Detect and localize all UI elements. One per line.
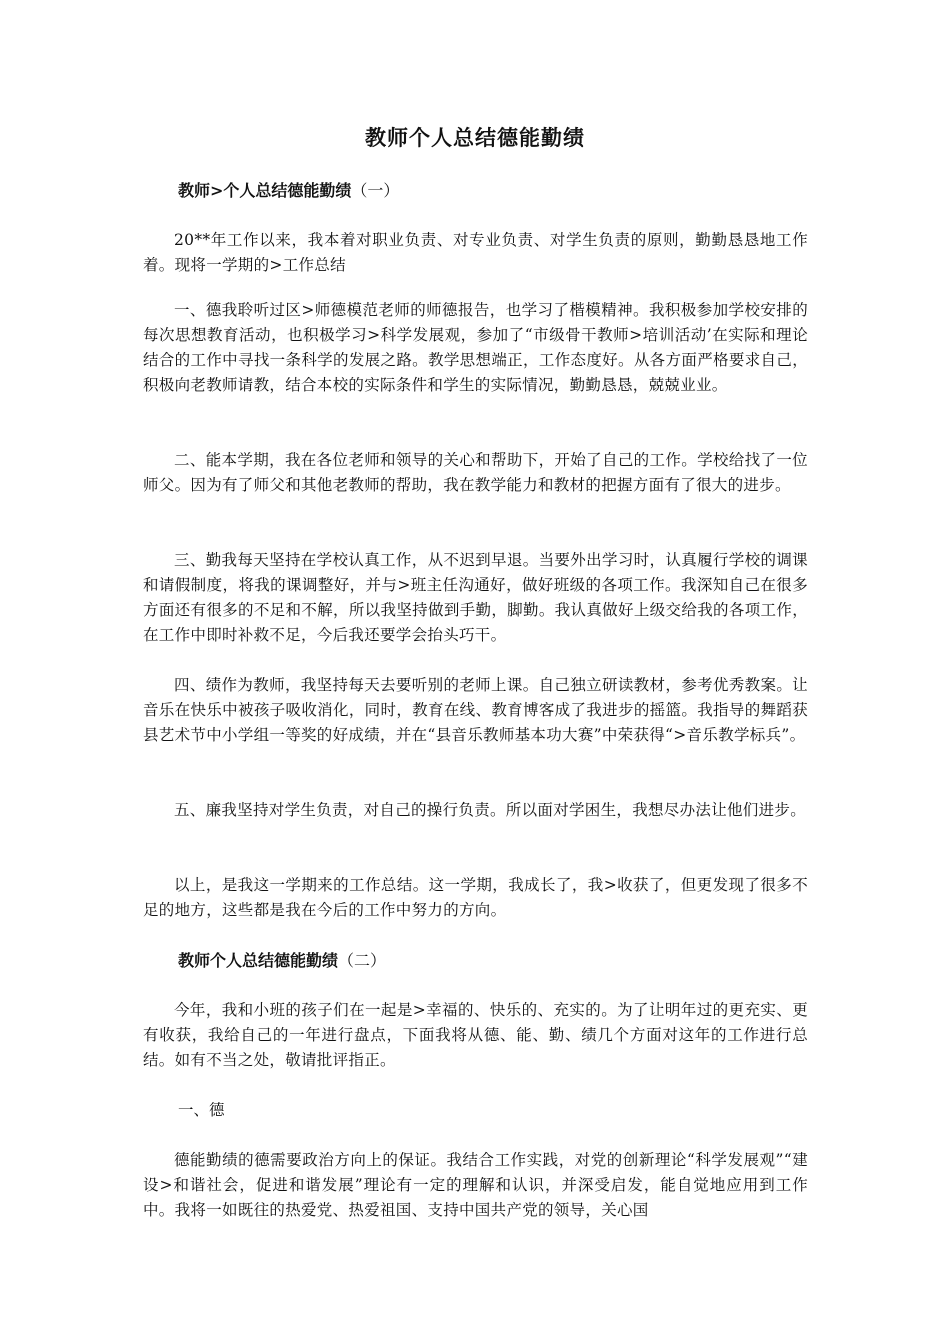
section-2-heading <box>178 948 386 971</box>
paragraph: 四、绩作为教师，我坚持每天去要听别的老师上课。自己独立研读教材，参考优秀教案。让音乐在快乐中被孩子吸收消化，同时，教育在线、教育博客成了我进步的摇篮。我指导的舞蹈获县艺术节中小学组一等奖的好成绩，并在“县音乐教师基本功大赛”中荣获得“>音乐教学标兵”。 <box>143 676 808 744</box>
paragraph: 三、勤我每天坚持在学校认真工作，从不迟到早退。当要外出学习时，认真履行学校的调课和请假制度，将我的课调整好，并与>班主任沟通好，做好班级的各项工作。我深知自己在很多方面还有很多的不足和不解，所以我坚持做到手勤，脚勤。我认真做好上级交给我的各项工作，在工作中即时补救不足，今后我还要学会抬头巧干。 <box>143 551 808 644</box>
section-1-heading <box>178 178 399 201</box>
paragraph: 德能勤绩的德需要政治方向上的保证。我结合工作实践，对党的创新理论“科学发展观”“建设>和谐社会，促进和谐发展”理论有一定的理解和认识，并深受启发，能自觉地应用到工作中。我将一如既往的热爱党、热爱祖国、支持中国共产党的领导，关心国 <box>143 1151 808 1219</box>
subheading: 一、德 <box>178 1101 225 1119</box>
paragraph: 以上，是我这一学期来的工作总结。这一学期，我成长了，我>收获了，但更发现了很多不足的地方，这些都是我在今后的工作中努力的方向。 <box>143 876 808 919</box>
paragraph: 20**年工作以来，我本着对职业负责、对专业负责、对学生负责的原则，勤勤恳恳地工作着。现将一学期的>工作总结 <box>143 231 808 274</box>
document-title: 教师个人总结德能勤绩 <box>365 125 585 150</box>
paragraph: 一、德我聆听过区>师德模范老师的师德报告，也学习了楷模精神。我积极参加学校安排的每次思想教育活动，也积极学习>科学发展观，参加了“市级骨干教师>培训活动’在实际和理论结合的工作中寻找一条科学的发展之路。教学思想端正，工作态度好。从各方面严格要求自己，积极向老教师请教，结合本校的实际条件和学生的实际情况，勤勤恳恳，兢兢业业。 <box>143 301 808 394</box>
section-2-heading-main: 教师个人总结德能勤绩 <box>178 951 339 970</box>
section-1-heading-main: 教师>个人总结德能勤绩 <box>178 181 352 200</box>
paragraph: 今年，我和小班的孩子们在一起是>幸福的、快乐的、充实的。为了让明年过的更充实、更有收获，我给自己的一年进行盘点，下面我将从德、能、勤、绩几个方面对这年的工作进行总结。如有不当之处，敬请批评指正。 <box>143 1001 808 1069</box>
paragraph: 二、能本学期，我在各位老师和领导的关心和帮助下，开始了自己的工作。学校给找了一位师父。因为有了师父和其他老教师的帮助，我在教学能力和教材的把握方面有了很大的进步。 <box>143 451 808 494</box>
paragraph: 五、廉我坚持对学生负责，对自己的操行负责。所以面对学困生，我想尽办法让他们进步。 <box>174 801 807 819</box>
section-1-heading-suffix: （一） <box>351 181 400 200</box>
section-2-heading-suffix: （二） <box>338 951 387 970</box>
